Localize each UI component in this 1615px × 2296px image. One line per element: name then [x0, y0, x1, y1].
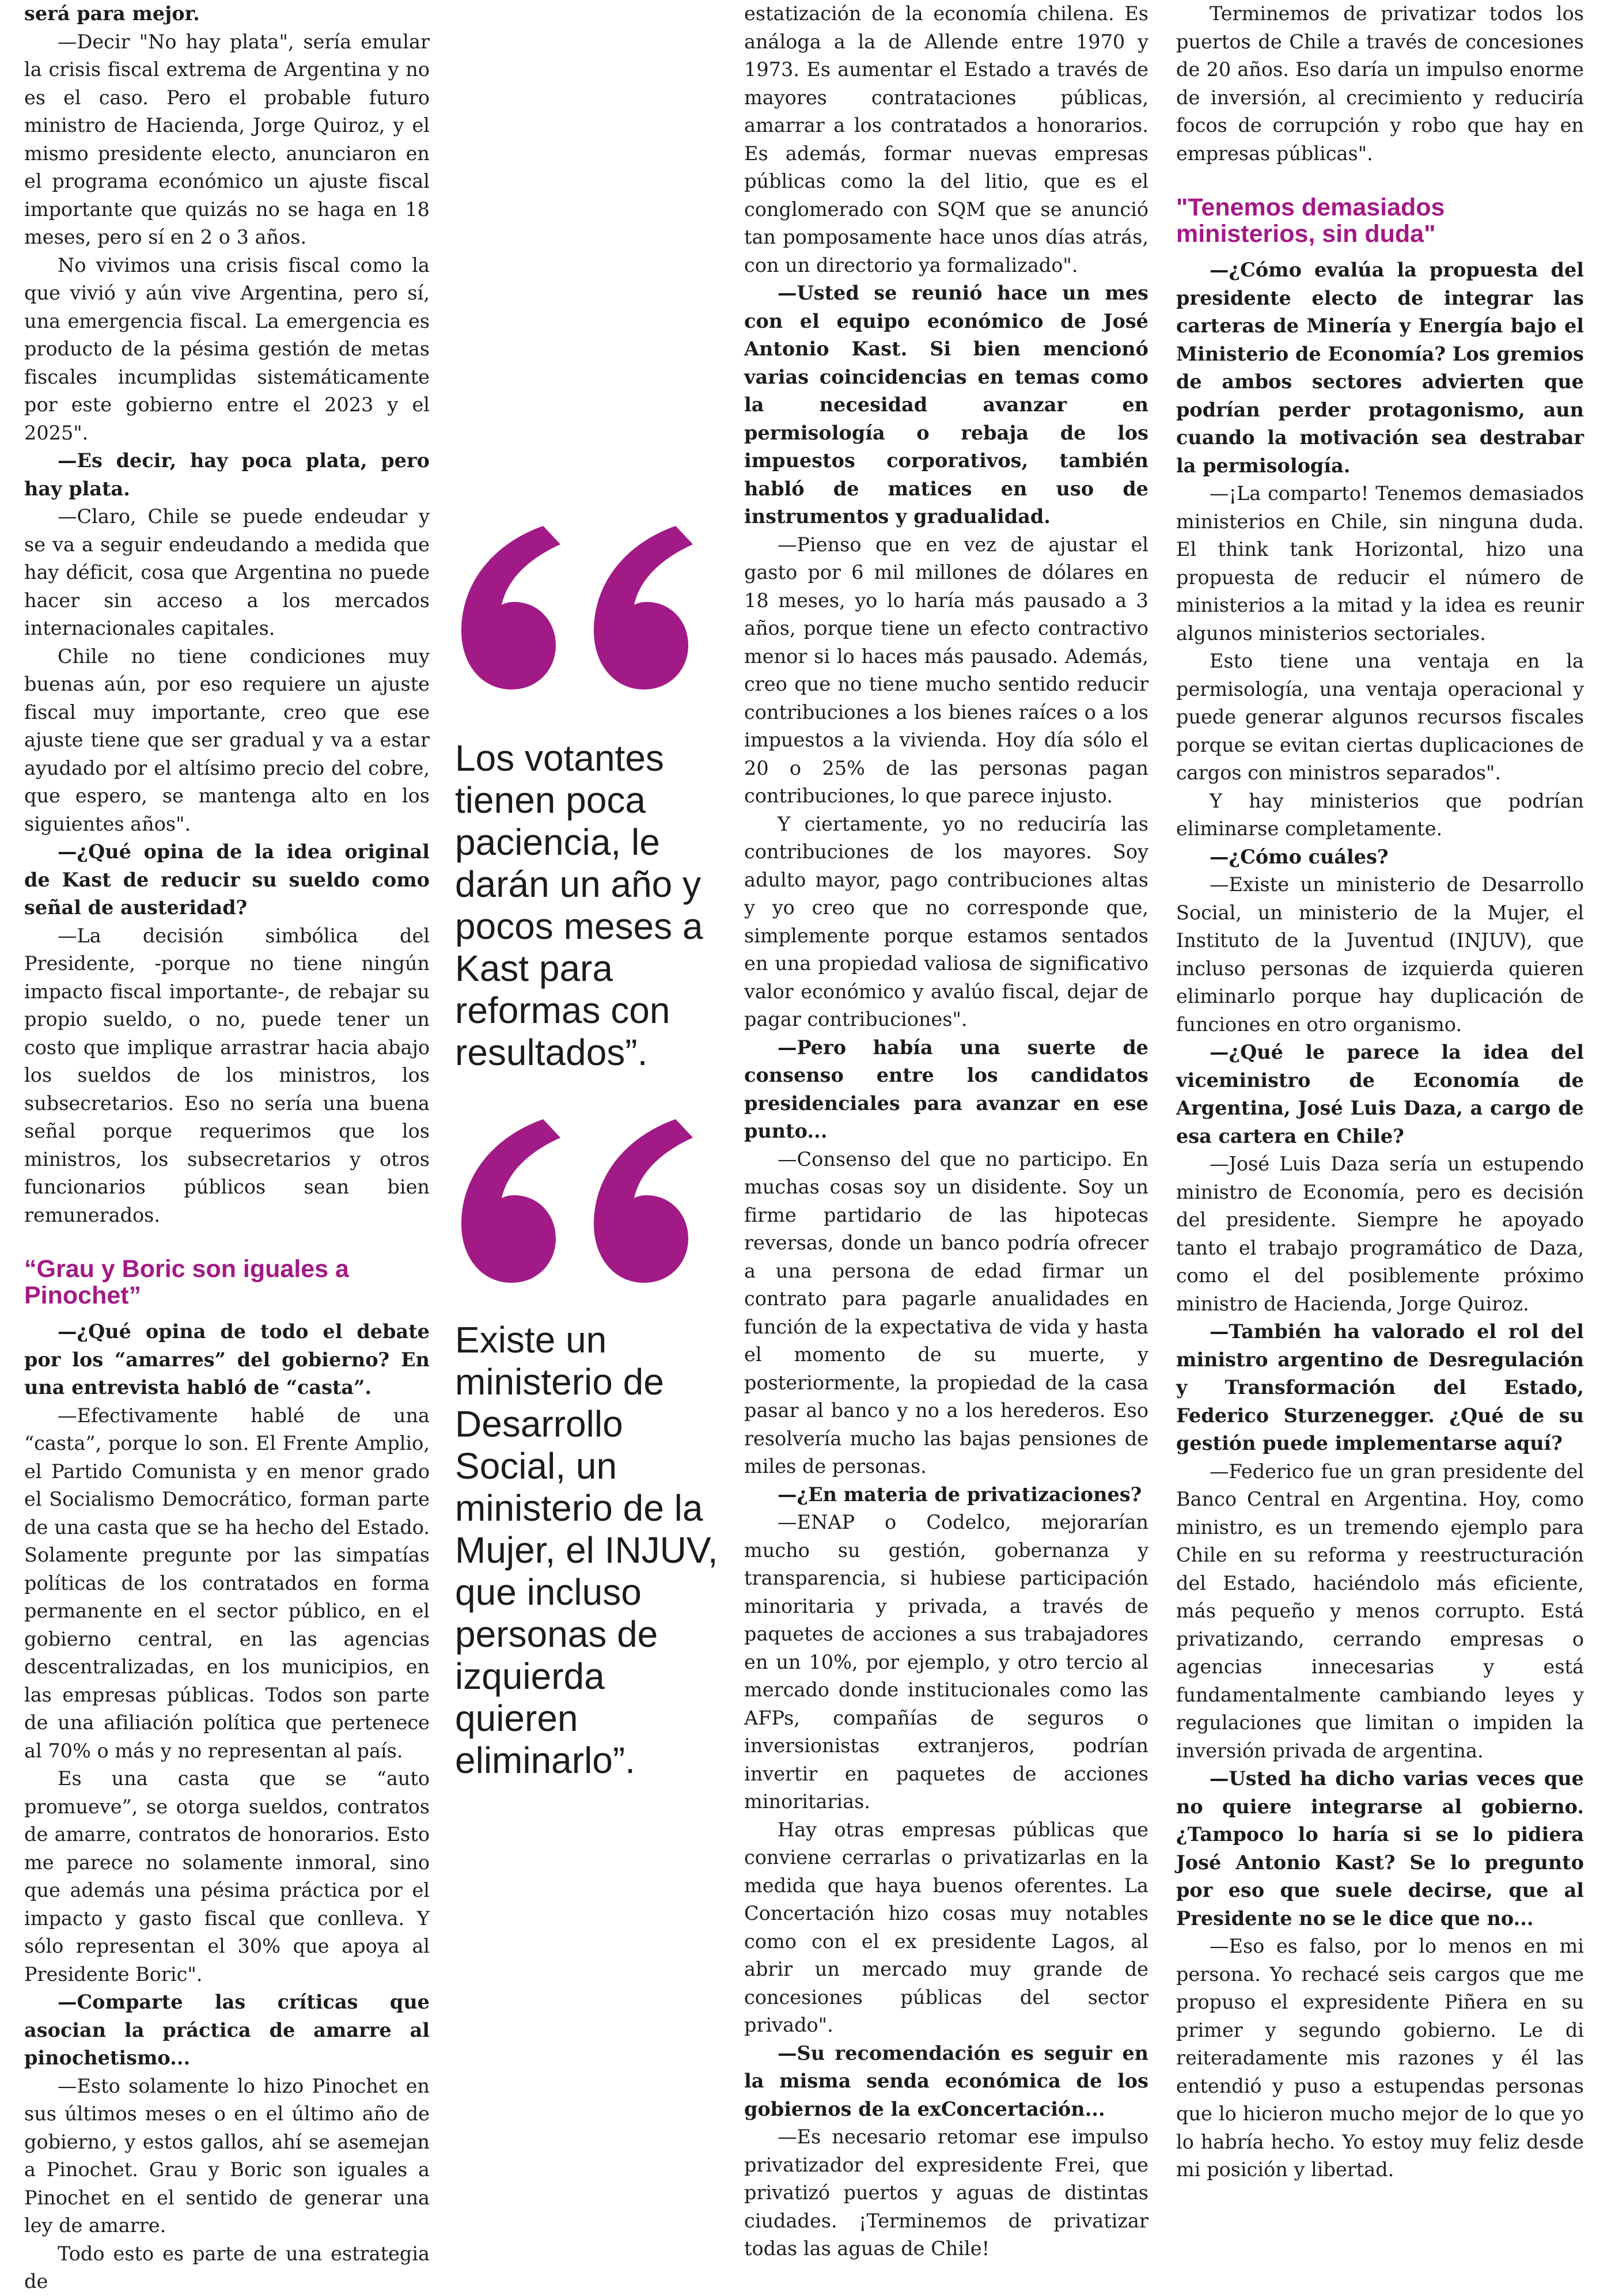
interview-question: —¿En materia de privatizaciones? [778, 1483, 1142, 1506]
paragraph: —Claro, Chile se puede endeudar y se va a seguir endeudando a medida que hay déficit, cosa que Argentina no puede hacer sin acceso a los mercados internacionales capitales. [24, 505, 430, 639]
interview-question: —¿Qué opina de todo el debate por los “amarres” del gobierno? En una entrevista habló de “casta”. [24, 1320, 430, 1399]
paragraph: —Consenso del que no participo. En muchas cosas soy un disidente. Soy un firme partidario de las hipotecas reversas, donde un banco podría ofrecer a una persona de edad firmar un contrato para pagarle anualidades en función de la expectativa de vida y hasta el momento de su muerte, y posteriormente, la propiedad de la casa pasar al banco y no a los herederos. Eso resolvería mucho las bajas pensiones de miles de personas. [744, 1147, 1148, 1477]
paragraph: No vivimos una crisis fiscal como la que vivió y aún vive Argentina, pero sí, una emergencia fiscal. La emergencia es producto de la pésima gestión de metas fiscales incumplidas sistemáticamente por este gobierno entre el 2023 y el 2025". [24, 253, 430, 444]
interview-question: —También ha valorado el rol del ministro argentino de Desregulación y Transformación del Estado, Federico Sturzenegger. ¿Qué de su gestión puede implementarse aquí? [1176, 1320, 1584, 1454]
paragraph: —Es necesario retomar ese impulso privatizador del expresidente Frei, que privatizó puertos y aguas de distintas ciudades. ¡Terminemos de privatizar todas las aguas de Chile! [744, 2125, 1148, 2260]
paragraph: —Esto solamente lo hizo Pinochet en sus últimos meses o en el último año de gobierno, y estos gallos, ahí se asemejan a Pinochet. Grau y Boric son iguales a Pinochet en el sentido de generar una ley de amarre. [24, 2074, 430, 2237]
paragraph: —Existe un ministerio de Desarrollo Social, un ministerio de la Mujer, el Instituto de la Juventud (INJUV), que incluso personas de izquierda quieren eliminarlo porque hay duplicación de funciones en otro organismo. [1176, 873, 1584, 1036]
interview-question: —Es decir, hay poca plata, pero hay plata. [24, 449, 430, 500]
paragraph: —Federico fue un gran presidente del Banco Central en Argentina. Hoy, como ministro, es un tremendo ejemplo para Chile en su reforma y reestructuración del Estado, haciéndolo más eficiente, más pequeño y menos corrupto. Está privatizando, cerrando empresas o agencias innecesarias y está fundamentalmente cambiando leyes y regulaciones que limitan o impiden la inversión privada de argentina. [1176, 1460, 1584, 1762]
paragraph: Chile no tiene condiciones muy buenas aún, por eso requiere un ajuste fiscal muy importante, creo que ese ajuste tiene que ser gradual y va a estar ayudado por el altísimo precio del cobre, que espero, se mantenga alto en los siguientes años". [24, 645, 430, 835]
paragraph: Es una casta que se “auto promueve”, se otorga sueldos, contratos de amarre, contratos de honorarios. Esto me parece no solamente inmoral, sino que además una pésima práctica por el impacto y gasto fiscal que conlleva. Y sólo representan el 30% que apoya al Presidente Boric". [24, 1767, 430, 1986]
paragraph: Y hay ministerios que podrían eliminarse completamente. [1176, 789, 1584, 840]
article-column-4 [1176, 0, 1584, 2181]
interview-question: —¿Qué le parece la idea del viceministro de Economía de Argentina, José Luis Daza, a cargo de esa cartera en Chile? [1176, 1041, 1584, 1147]
interview-question: —¿Qué opina de la idea original de Kast de reducir su sueldo como señal de austeridad? [24, 840, 430, 919]
paragraph: estatización de la economía chilena. Es análoga a la de Allende entre 1970 y 1973. Es aumentar el Estado a través de mayores contrataciones públicas, amarrar a los contratados a honorarios. Es además, formar nuevas empresas públicas como la del litio, que es el conglomerado con SQM que se anunció tan pomposamente hace unos días atrás, con un directorio ya formalizado". [744, 2, 1148, 276]
paragraph: —ENAP o Codelco, mejorarían mucho su gestión, gobernanza y transparencia, si hubiese participación minoritaria y privada, a través de paquetes de acciones a sus trabajadores en un 10%, por ejemplo, y otro tercio al mercado donde institucionales como las AFPs, compañías de seguros o inversionistas extranjeros, podrían invertir en paquetes de acciones minoritarias. [744, 1511, 1148, 1813]
interview-question: —¿Cómo evalúa la propuesta del presidente electo de integrar las carteras de Minería y Energía bajo el Ministerio de Economía? Los gremios de ambos sectores advierten que podrían perder protagonismo, aun cuando la motivación sea destrabar la permisología. [1176, 259, 1584, 477]
paragraph: —Eso es falso, por lo menos en mi persona. Yo rechacé seis cargos que me propuso el expresidente Piñera en su primer y segundo gobierno. Le di reiteradamente mis razones y él las entendió y puso a estupendas personas que lo hicieron mucho mejor de lo que yo lo habría hecho. Yo estoy muy feliz desde mi posición y libertad. [1176, 1935, 1584, 2181]
section-heading: “Grau y Boric son iguales a Pinochet” [24, 1255, 349, 1309]
paragraph: —¡La comparto! Tenemos demasiados ministerios en Chile, sin ninguna duda. El think tank Horizontal, hizo una propuesta de reducir el número de ministerios a la mitad y la idea es reunir algunos ministerios sectoriales. [1176, 482, 1584, 645]
paragraph: Hay otras empresas públicas que conviene cerrarlas o privatizarlas en la medida que haya buenos oferentes. La Concertación hizo cosas muy notables como con el ex presidente Lagos, al abrir un mercado muy grande de concesiones públicas del sector privado". [744, 1818, 1148, 2036]
article-column-3 [744, 0, 1148, 2260]
paragraph: —Decir "No hay plata", sería emular la crisis fiscal extrema de Argentina y no es el caso. Pero el probable futuro ministro de Hacienda, Jorge Quiroz, y el mismo presidente electo, anunciaron en el programa económico un ajuste fiscal importante que quizás no se haga en 18 meses, pero sí en 2 o 3 años. [24, 30, 430, 248]
paragraph: Todo esto es parte de una estrategia de [24, 2242, 430, 2293]
section-heading: "Tenemos demasiados ministerios, sin duda" [1176, 194, 1445, 248]
paragraph: —Efectivamente hablé de una “casta”, porque lo son. El Frente Amplio, el Partido Comunista y en menor grado el Socialismo Democrático, forman parte de una casta que se ha hecho del Estado. Solamente pregunte por las simpatías políticas de los contratados en forma permanente en el sector público, en el gobierno central, en las agencias descentralizadas, en los municipios, en las empresas públicas. Todos son parte de una afiliación política que pertenece al 70% o más y no representan al país. [24, 1404, 430, 1762]
pull-quote-1: Los votantes tienen poca paciencia, le darán un año y pocos meses a Kast para reformas con resultados”. [455, 737, 703, 1073]
paragraph: —Pienso que en vez de ajustar el gasto por 6 mil millones de dólares en 18 meses, yo lo haría más pausado a 3 años, porque tiene un efecto contractivo menor si lo haces más pausado. Además, creo que no tiene mucho sentido reducir contribuciones a los bienes raíces o a los impuestos a la vivienda. Hoy día sólo el 20 o 25% de las personas pagan contribuciones, lo que parece injusto. [744, 533, 1148, 807]
paragraph: —José Luis Daza sería un estupendo ministro de Economía, pero es decisión del presidente. Siempre he apoyado tanto el trabajo programático de Daza, como el del posiblemente próximo ministro de Hacienda, Jorge Quiroz. [1176, 1153, 1584, 1315]
paragraph: será para mejor. [24, 2, 200, 25]
interview-question: —Comparte las críticas que asocian la práctica de amarre al pinochetismo... [24, 1991, 430, 2069]
article-column-1 [24, 0, 430, 2293]
interview-question: —¿Cómo cuáles? [1210, 845, 1389, 868]
interview-question: —Usted se reunió hace un mes con el equipo económico de José Antonio Kast. Si bien mencionó varias coincidencias en temas como la necesidad avanzar en permisología o rebaja de los impuestos corporativos, también habló de matices en uso de instrumentos y gradualidad. [744, 282, 1148, 528]
interview-question: —Su recomendación es seguir en la misma senda económica de los gobiernos de la exConcertación... [744, 2041, 1148, 2120]
paragraph: Y ciertamente, yo no reduciría las contribuciones de los mayores. Soy adulto mayor, pago contribuciones altas y yo creo que no corresponde que, simplemente porque estamos sentados en una propiedad valiosa de significativo valor económico y avalúo fiscal, dejar de pagar contribuciones". [744, 812, 1148, 1030]
interview-question: —Pero había una suerte de consenso entre los candidatos presidenciales para avanzar en ese punto... [744, 1036, 1148, 1142]
paragraph: Terminemos de privatizar todos los puertos de Chile a través de concesiones de 20 años. Eso daría un impulso enorme de inversión, al crecimiento y reduciría focos de corrupción y robo que hay en empresas públicas". [1176, 2, 1584, 165]
paragraph: Esto tiene una ventaja en la permisología, una ventaja operacional y puede generar algunos recursos fiscales porque se evitan ciertas duplicaciones de cargos con ministros separados". [1176, 650, 1584, 784]
quote-mark-icon [451, 1115, 722, 1287]
interview-question: —Usted ha dicho varias veces que no quiere integrarse al gobierno. ¿Tampoco lo haría si se lo pidiera José Antonio Kast? Se lo pregunto por eso que suele decirse, que al Presidente no se le dice que no... [1176, 1767, 1584, 1930]
paragraph: —La decisión simbólica del Presidente, -porque no tiene ningún impacto fiscal importante-, de rebajar su propio sueldo, o no, puede tener un costo que implique arrastrar hacia abajo los sueldos de los ministros, los subsecretarios. Eso no sería una buena señal porque requerimos que los ministros, los subsecretarios y otros funcionarios públicos sean bien remunerados. [24, 924, 430, 1226]
quote-mark-icon [451, 521, 722, 694]
pull-quote-2: Existe un ministerio de Desarrollo Social, un ministerio de la Mujer, el INJUV, que incluso personas de izquierda quieren eliminarlo”. [455, 1319, 718, 1781]
